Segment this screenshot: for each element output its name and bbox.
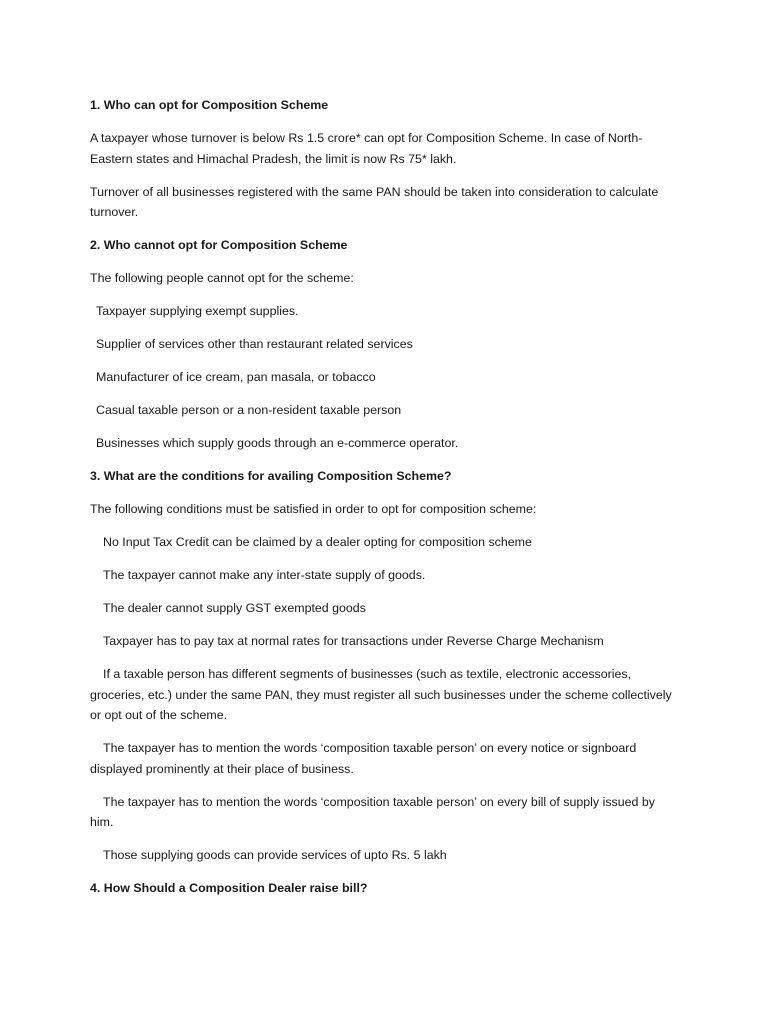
section-2-item: Casual taxable person or a non-resident taxable person (96, 403, 402, 417)
section-3-item: The taxpayer cannot make any inter-state supply of goods. (103, 568, 426, 582)
section-1-paragraph-1: A taxpayer whose turnover is below Rs 1.5 crore* can opt for Composition Scheme. In case of North-Eastern states and Himachal Pradesh, the limit is now Rs 75* lakh. (90, 131, 643, 166)
section-2-item: Businesses which supply goods through an e-commerce operator. (96, 436, 459, 450)
section-2-intro: The following people cannot opt for the scheme: (90, 271, 354, 285)
section-3-item: The taxpayer has to mention the words ‘composition taxable person’ on every bill of supply issued by him. (90, 794, 655, 829)
section-1-paragraph-2: Turnover of all businesses registered with the same PAN should be taken into consideration to calculate turnover. (90, 184, 659, 219)
section-3-item: Those supplying goods can provide services of upto Rs. 5 lakh (103, 848, 447, 862)
document-body (90, 95, 672, 899)
section-2-item: Taxpayer supplying exempt supplies. (96, 304, 299, 318)
section-3-item: No Input Tax Credit can be claimed by a dealer opting for composition scheme (103, 535, 532, 549)
section-3-intro: The following conditions must be satisfied in order to opt for composition scheme: (90, 502, 537, 516)
section-3-heading: 3. What are the conditions for availing Composition Scheme? (90, 469, 452, 483)
section-3-item: The taxpayer has to mention the words ‘composition taxable person’ on every notice or signboard displayed prominently at their place of business. (90, 741, 637, 776)
section-4-heading: 4. How Should a Composition Dealer raise bill? (90, 881, 368, 895)
section-3-item: Taxpayer has to pay tax at normal rates for transactions under Reverse Charge Mechanism (103, 634, 604, 648)
section-3-item: The dealer cannot supply GST exempted goods (103, 601, 366, 615)
section-2-item: Manufacturer of ice cream, pan masala, or tobacco (96, 370, 376, 384)
section-1-heading: 1. Who can opt for Composition Scheme (90, 98, 329, 112)
section-3-item: If a taxable person has different segments of businesses (such as textile, electronic accessories, groceries, etc.) under the same PAN, they must register all such businesses under the scheme collectively or opt out of the scheme. (90, 667, 672, 722)
section-2-item: Supplier of services other than restaurant related services (96, 337, 413, 351)
section-2-heading: 2. Who cannot opt for Composition Scheme (90, 238, 348, 252)
